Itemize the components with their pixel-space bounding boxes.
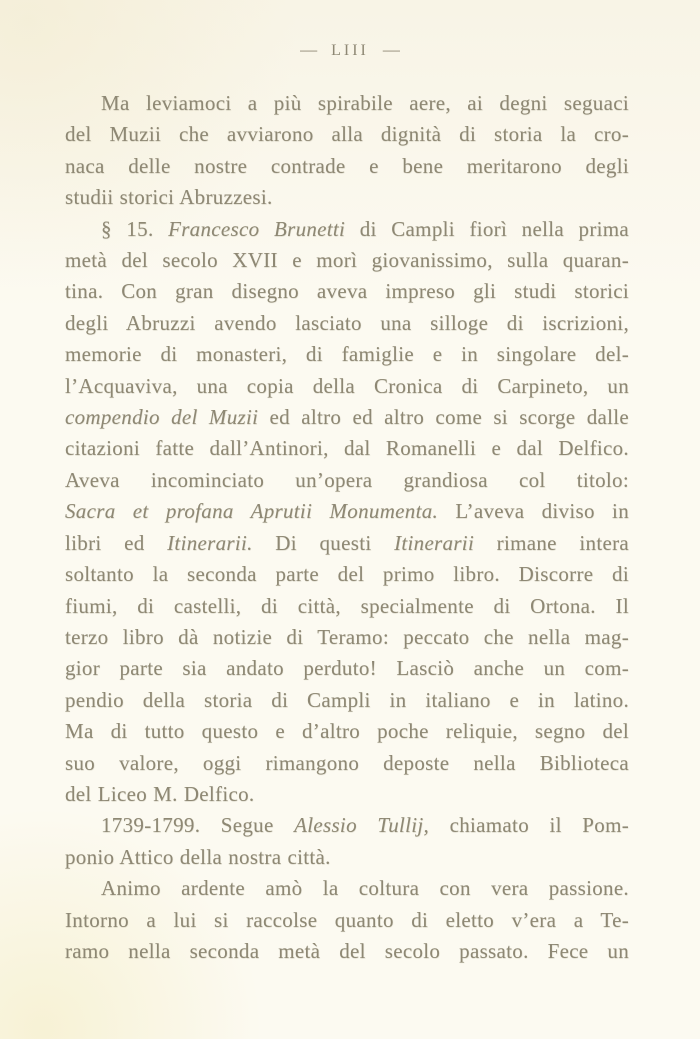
text-block: [65, 88, 629, 967]
text-segment: memorie di monasteri, di famiglie e in singolare del-: [65, 342, 629, 367]
text-segment-italic: compendio del Muzii: [65, 405, 259, 430]
text-segment: Ma leviamoci a più spirabile aere, ai degni seguaci: [101, 91, 629, 115]
text-segment: ponio Attico della nostra città.: [65, 844, 331, 869]
text-segment-italic: Alessio Tullij,: [294, 813, 430, 838]
text-segment: citazioni fatte dall’Antinori, dal Romanelli e dal Delfico.: [65, 436, 629, 461]
text-segment: ed altro ed altro come si scorge dalle: [258, 405, 630, 430]
text-segment: Intorno a lui si raccolse quanto di eletto v’era a Te-: [65, 907, 629, 932]
text-segment: Ma di tutto questo e d’altro poche reliquie, segno del: [65, 719, 629, 744]
text-line: [65, 653, 629, 684]
text-segment: libri ed: [65, 530, 168, 555]
text-segment: suo valore, oggi rimangono deposte nella Biblioteca: [65, 750, 629, 775]
text-line: [65, 936, 629, 967]
text-line: [65, 245, 629, 276]
text-segment: del Liceo M. Delfico.: [65, 781, 255, 806]
text-line: [65, 591, 629, 622]
text-segment: del Muzii che avviarono alla dignità di storia la cro-: [65, 122, 629, 147]
text-line: [65, 496, 629, 527]
page-number: LIII: [331, 42, 369, 59]
text-line: [65, 339, 629, 370]
text-segment: degli Abruzzi avendo lasciato una silloge di iscrizioni,: [65, 310, 629, 335]
text-segment: rimane intera: [474, 530, 630, 555]
text-segment-italic: Itinerarii: [394, 530, 475, 555]
text-line: [65, 716, 629, 747]
text-segment: l’Acquaviva, una copia della Cronica di Carpineto, un: [65, 373, 629, 398]
text-line: [65, 873, 629, 904]
text-segment-italic: Itinerarii.: [167, 530, 253, 555]
text-line: [65, 151, 629, 182]
text-line: [65, 214, 629, 245]
text-line: [65, 402, 629, 433]
text-segment: pendio della storia di Campli in italiano e in latino.: [65, 687, 629, 712]
text-segment: § 15.: [101, 216, 169, 241]
text-segment: naca delle nostre contrade e bene meritarono degli: [65, 153, 629, 178]
text-segment: tina. Con gran disegno aveva impreso gli studi storici: [65, 279, 629, 304]
text-segment: fiumi, di castelli, di città, specialmente di Ortona. Il: [65, 593, 629, 618]
text-line: [65, 88, 629, 119]
text-line: [65, 779, 629, 810]
text-segment: metà del secolo XVII e morì giovanissimo, sulla quaran-: [65, 248, 629, 273]
text-line: [65, 276, 629, 307]
text-line: [65, 905, 629, 936]
text-segment: studii storici Abruzzesi.: [65, 185, 273, 210]
text-line: [65, 559, 629, 590]
text-line: [65, 810, 629, 841]
text-segment: chiamato il Pom-: [429, 813, 630, 838]
text-segment: soltanto la seconda parte del primo libro. Discorre di: [65, 562, 629, 587]
text-line: [65, 465, 629, 496]
text-segment: di Campli fiorì nella prima: [345, 216, 630, 241]
text-segment: Animo ardente amò la coltura con vera passione.: [101, 876, 629, 901]
text-segment: Aveva incominciato un’opera grandiosa col titolo:: [65, 467, 629, 492]
text-line: [65, 842, 629, 873]
header-dash-left: —: [300, 40, 318, 59]
text-line: [65, 182, 629, 213]
text-line: [65, 685, 629, 716]
text-line: [65, 119, 629, 150]
text-segment: 1739-1799. Segue: [101, 813, 295, 838]
text-line: [65, 748, 629, 779]
text-segment: terzo libro dà notizie di Teramo: peccato che nella mag-: [65, 624, 629, 649]
text-line: [65, 433, 629, 464]
text-line: [65, 308, 629, 339]
text-line: [65, 371, 629, 402]
text-segment-italic: Sacra et profana Aprutii Monumenta.: [65, 499, 439, 524]
text-segment-italic: Francesco Brunetti: [168, 216, 346, 241]
text-segment: Di questi: [252, 530, 395, 555]
text-line: [65, 622, 629, 653]
text-segment: ramo nella seconda metà del secolo passato. Fece un: [65, 938, 629, 963]
text-line: [65, 528, 629, 559]
page-header: [0, 40, 700, 60]
text-segment: L’aveva diviso in: [438, 499, 629, 524]
header-dash-right: —: [382, 40, 400, 59]
text-segment: gior parte sia andato perduto! Lasciò anche un com-: [65, 656, 629, 681]
